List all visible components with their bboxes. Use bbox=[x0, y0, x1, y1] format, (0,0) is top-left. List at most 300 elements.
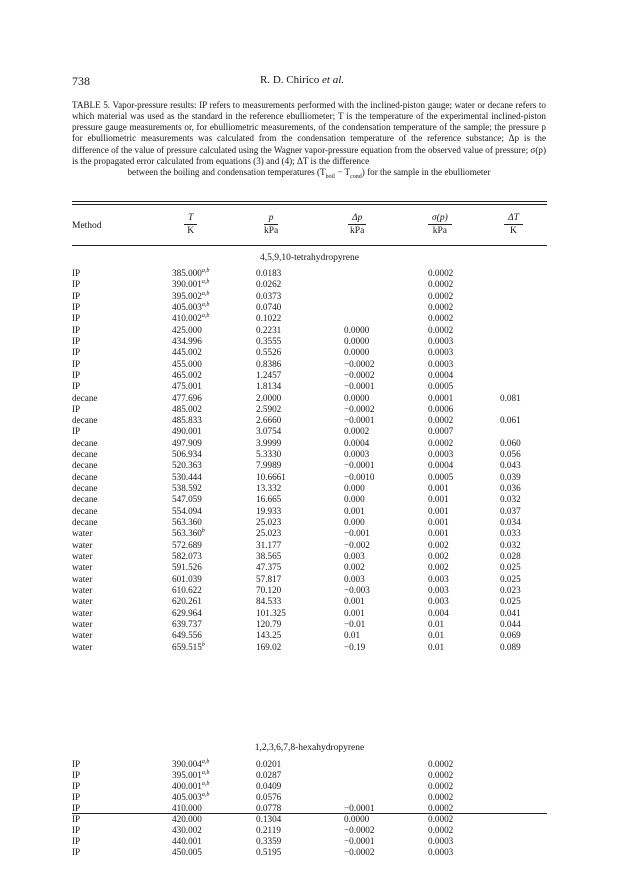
cell-sigma-p-value: 0.0002 bbox=[428, 825, 454, 835]
header-p-symbol: p bbox=[264, 212, 278, 225]
cell-temperature bbox=[172, 393, 202, 404]
cell-method bbox=[72, 302, 80, 313]
cell-sigma-p-value: 0.0002 bbox=[428, 759, 454, 769]
caption-sub-boil: boil bbox=[325, 173, 335, 180]
cell-sigma-p-value: 0.003 bbox=[428, 596, 449, 607]
cell-delta-t-value: 0.060 bbox=[500, 437, 521, 448]
cell-sigma-p bbox=[428, 506, 449, 517]
cell-method-value: IP bbox=[72, 347, 81, 358]
cell-temperature-value: 390.001 bbox=[172, 279, 202, 290]
cell-pressure bbox=[256, 528, 281, 539]
cell-delta-p bbox=[344, 381, 374, 392]
cell-temperature bbox=[172, 336, 202, 347]
cell-sigma-p-value: 0.001 bbox=[428, 494, 449, 505]
cell-delta-p-value: 0.003 bbox=[344, 573, 365, 584]
cell-delta-p bbox=[344, 608, 365, 619]
table-row bbox=[0, 574, 623, 585]
cell-method bbox=[72, 494, 98, 505]
table-row bbox=[0, 370, 623, 381]
cell-sigma-p-value: 0.0002 bbox=[428, 290, 454, 301]
cell-delta-t-value: 0.039 bbox=[500, 471, 521, 482]
cell-sigma-p-value: 0.0002 bbox=[428, 437, 454, 448]
cell-pressure bbox=[256, 759, 281, 770]
cell-temperature-value: 563.360 bbox=[172, 517, 202, 528]
footnote-marker: b bbox=[201, 528, 205, 535]
cell-pressure bbox=[256, 608, 286, 619]
cell-method-value: IP bbox=[72, 825, 81, 835]
cell-delta-p bbox=[344, 836, 374, 847]
cell-temperature-value: 538.592 bbox=[172, 483, 202, 494]
cell-sigma-p bbox=[428, 585, 449, 596]
table-row bbox=[0, 596, 623, 607]
cell-pressure bbox=[256, 483, 281, 494]
cell-method bbox=[72, 630, 92, 641]
cell-delta-p bbox=[344, 393, 369, 404]
cell-temperature-value: 450.005 bbox=[172, 847, 202, 857]
cell-method bbox=[72, 596, 92, 607]
cell-temperature bbox=[172, 460, 202, 471]
caption-last-c: ) for the sample in the ebulliometer bbox=[361, 166, 491, 177]
header-dp-symbol: Δp bbox=[348, 212, 366, 225]
cell-method bbox=[72, 574, 92, 585]
cell-temperature bbox=[172, 426, 202, 437]
cell-delta-t-value: 0.025 bbox=[500, 573, 521, 584]
cell-pressure bbox=[256, 370, 281, 381]
cell-temperature bbox=[172, 359, 202, 370]
cell-sigma-p bbox=[428, 781, 453, 792]
caption-sub-cond: cond bbox=[350, 173, 362, 180]
cell-delta-t-value: 0.061 bbox=[500, 415, 521, 426]
cell-delta-p bbox=[344, 814, 369, 825]
caption-last-line bbox=[72, 167, 546, 178]
cell-delta-p bbox=[344, 642, 365, 653]
cell-method bbox=[72, 814, 80, 825]
cell-temperature bbox=[172, 438, 202, 449]
cell-method-value: decane bbox=[72, 483, 98, 494]
cell-sigma-p bbox=[428, 347, 453, 358]
cell-pressure bbox=[256, 347, 281, 358]
cell-pressure-value: 57.817 bbox=[256, 573, 282, 584]
cell-method bbox=[72, 404, 80, 415]
table-top-rule-2 bbox=[72, 204, 547, 205]
cell-delta-t-value: 0.081 bbox=[500, 392, 521, 403]
cell-temperature-value: 610.622 bbox=[172, 584, 202, 595]
table-row bbox=[0, 359, 623, 370]
cell-method-value: IP bbox=[72, 426, 81, 437]
footnote-marker: a,b bbox=[201, 769, 210, 776]
cell-temperature-value: 601.039 bbox=[172, 573, 202, 584]
cell-method bbox=[72, 642, 92, 653]
cell-temperature bbox=[172, 472, 202, 483]
cell-sigma-p-value: 0.001 bbox=[428, 517, 449, 528]
cell-sigma-p-value: 0.004 bbox=[428, 607, 449, 618]
cell-pressure bbox=[256, 517, 281, 528]
cell-pressure bbox=[256, 630, 281, 641]
running-head-authors: R. D. Chirico bbox=[260, 74, 323, 86]
cell-delta-p bbox=[344, 540, 370, 551]
cell-pressure-value: 0.0576 bbox=[256, 792, 282, 802]
cell-pressure bbox=[256, 302, 281, 313]
cell-sigma-p-value: 0.0002 bbox=[428, 324, 454, 335]
table-row bbox=[0, 792, 623, 803]
header-dt-symbol: ΔT bbox=[504, 212, 523, 225]
cell-sigma-p-value: 0.0002 bbox=[428, 313, 454, 324]
cell-delta-t-value: 0.028 bbox=[500, 551, 521, 561]
cell-method-value: decane bbox=[72, 437, 98, 448]
table-row bbox=[0, 562, 623, 573]
cell-temperature-value: 485.002 bbox=[172, 403, 202, 414]
cell-temperature-value: 425.000 bbox=[172, 324, 202, 335]
caption-text: TABLE 5. Vapor-pressure results: IP refers to measurements performed with the inclined-piston gauge; water or decane refers to which material was used as the standard in the reference ebulliometer; T is the temperature of the experimental inclined-piston pressure gauge measurements or, for ebulliometric measurements, of the condensation temperature of the sample; the pressure p for ebulliometric measurements was calculated from the condensation temperature of the reference substance; Δp is the difference of the value of pressure calculated using the Wagner vapor-pressure equation from the observed value of pressure; σ(p) is the propagated error calculated from equations (3) and (4); ΔT is the difference bbox=[72, 100, 546, 166]
cell-delta-p-value: −0.0001 bbox=[344, 803, 375, 813]
header-t-unit: K bbox=[187, 226, 195, 236]
table-row bbox=[0, 279, 623, 290]
cell-method-value: IP bbox=[72, 313, 81, 324]
footnote-marker: a,b bbox=[201, 290, 210, 297]
running-head bbox=[260, 74, 344, 86]
cell-sigma-p bbox=[428, 551, 449, 562]
cell-temperature bbox=[172, 415, 202, 426]
cell-method bbox=[72, 608, 92, 619]
cell-sigma-p bbox=[428, 847, 453, 858]
cell-sigma-p-value: 0.01 bbox=[428, 630, 445, 641]
cell-method-value: water bbox=[72, 528, 93, 539]
cell-delta-p bbox=[344, 528, 370, 539]
cell-method-value: water bbox=[72, 562, 93, 573]
cell-method-value: IP bbox=[72, 803, 81, 813]
cell-method bbox=[72, 483, 98, 494]
cell-method bbox=[72, 336, 80, 347]
cell-delta-t bbox=[500, 619, 521, 630]
cell-method-value: IP bbox=[72, 792, 81, 802]
cell-pressure bbox=[256, 460, 281, 471]
cell-delta-p bbox=[344, 506, 365, 517]
cell-temperature bbox=[172, 268, 209, 279]
cell-delta-t bbox=[500, 393, 521, 404]
cell-method bbox=[72, 781, 80, 792]
caption-last-b: − T bbox=[334, 166, 351, 177]
cell-delta-p bbox=[344, 483, 365, 494]
cell-sigma-p bbox=[428, 415, 453, 426]
cell-delta-p-value: −0.0002 bbox=[344, 369, 375, 380]
cell-pressure bbox=[256, 585, 281, 596]
cell-temperature bbox=[172, 642, 205, 653]
cell-pressure-value: 5.3330 bbox=[256, 449, 282, 460]
cell-temperature bbox=[172, 528, 205, 539]
cell-delta-t bbox=[500, 415, 521, 426]
cell-delta-p-value: 0.0002 bbox=[344, 426, 370, 437]
cell-temperature bbox=[172, 279, 209, 290]
cell-temperature-value: 420.000 bbox=[172, 814, 202, 824]
cell-delta-p bbox=[344, 825, 374, 836]
cell-temperature-value: 455.000 bbox=[172, 358, 202, 369]
table-row bbox=[0, 608, 623, 619]
cell-delta-p bbox=[344, 472, 374, 483]
cell-delta-p bbox=[344, 426, 369, 437]
cell-pressure-value: 0.0183 bbox=[256, 268, 282, 278]
cell-sigma-p-value: 0.001 bbox=[428, 528, 449, 539]
table-row bbox=[0, 836, 623, 847]
cell-method-value: decane bbox=[72, 517, 98, 528]
cell-sigma-p bbox=[428, 336, 453, 347]
cell-method bbox=[72, 770, 80, 781]
cell-pressure bbox=[256, 325, 281, 336]
cell-delta-t bbox=[500, 540, 521, 551]
cell-method bbox=[72, 847, 80, 858]
header-method: Method bbox=[72, 221, 102, 231]
cell-delta-t bbox=[500, 528, 521, 539]
cell-delta-p bbox=[344, 415, 374, 426]
cell-method bbox=[72, 313, 80, 324]
cell-delta-p bbox=[344, 460, 374, 471]
cell-temperature-value: 395.002 bbox=[172, 290, 202, 301]
cell-temperature bbox=[172, 847, 202, 858]
cell-method bbox=[72, 325, 80, 336]
cell-method-value: IP bbox=[72, 759, 81, 769]
cell-delta-t bbox=[500, 517, 521, 528]
table-row bbox=[0, 472, 623, 483]
cell-delta-p-value: −0.0002 bbox=[344, 403, 375, 414]
cell-delta-t-value: 0.032 bbox=[500, 539, 521, 550]
cell-delta-t-value: 0.033 bbox=[500, 528, 521, 539]
cell-pressure-value: 2.6660 bbox=[256, 415, 282, 426]
cell-temperature bbox=[172, 608, 202, 619]
cell-sigma-p bbox=[428, 540, 449, 551]
cell-pressure-value: 0.1304 bbox=[256, 814, 282, 824]
cell-method-value: IP bbox=[72, 781, 81, 791]
header-delta-t bbox=[504, 212, 523, 237]
cell-delta-t-value: 0.037 bbox=[500, 505, 521, 516]
cell-delta-p-value: −0.0002 bbox=[344, 825, 375, 835]
cell-temperature-value: 554.094 bbox=[172, 505, 202, 516]
cell-sigma-p-value: 0.0002 bbox=[428, 814, 454, 824]
cell-delta-p-value: −0.0002 bbox=[344, 847, 375, 857]
cell-method-value: decane bbox=[72, 415, 98, 426]
cell-temperature bbox=[172, 506, 202, 517]
cell-sigma-p-value: 0.0003 bbox=[428, 347, 454, 358]
cell-delta-p-value: −0.002 bbox=[344, 539, 370, 550]
cell-temperature-value: 506.934 bbox=[172, 449, 202, 460]
cell-pressure bbox=[256, 426, 281, 437]
cell-pressure-value: 0.8386 bbox=[256, 358, 282, 369]
table-row bbox=[0, 347, 623, 358]
cell-temperature bbox=[172, 291, 209, 302]
cell-pressure bbox=[256, 438, 281, 449]
cell-pressure bbox=[256, 836, 281, 847]
cell-temperature-value: 485.833 bbox=[172, 415, 202, 426]
cell-temperature bbox=[172, 596, 202, 607]
cell-delta-p bbox=[344, 551, 365, 562]
cell-sigma-p bbox=[428, 792, 453, 803]
cell-pressure-value: 1.8134 bbox=[256, 381, 282, 392]
cell-method bbox=[72, 381, 80, 392]
table-header-rule bbox=[72, 245, 547, 246]
header-t-symbol: T bbox=[184, 212, 197, 225]
cell-method bbox=[72, 506, 98, 517]
cell-method bbox=[72, 792, 80, 803]
cell-sigma-p bbox=[428, 291, 453, 302]
cell-temperature-value: 530.444 bbox=[172, 471, 202, 482]
cell-temperature-value: 490.001 bbox=[172, 426, 202, 437]
cell-temperature-value: 475.001 bbox=[172, 381, 202, 392]
header-temperature bbox=[184, 212, 197, 237]
cell-sigma-p bbox=[428, 630, 444, 641]
running-head-etal: et al. bbox=[322, 74, 345, 86]
cell-sigma-p bbox=[428, 370, 453, 381]
cell-delta-t-value: 0.069 bbox=[500, 630, 521, 641]
cell-sigma-p bbox=[428, 472, 453, 483]
cell-delta-p-value: −0.0001 bbox=[344, 460, 375, 471]
cell-sigma-p-value: 0.002 bbox=[428, 539, 449, 550]
cell-temperature bbox=[172, 381, 202, 392]
cell-method-value: IP bbox=[72, 279, 81, 290]
table-row bbox=[0, 781, 623, 792]
cell-temperature bbox=[172, 630, 202, 641]
cell-sigma-p-value: 0.0003 bbox=[428, 335, 454, 346]
cell-pressure bbox=[256, 494, 281, 505]
cell-temperature-value: 410.002 bbox=[172, 313, 202, 324]
cell-pressure-value: 0.3359 bbox=[256, 836, 282, 846]
cell-delta-t-value: 0.034 bbox=[500, 517, 521, 528]
cell-pressure-value: 169.02 bbox=[256, 641, 282, 652]
compound-heading: 4,5,9,10-tetrahydropyrene bbox=[260, 253, 359, 263]
cell-temperature-value: 620.261 bbox=[172, 596, 202, 607]
cell-pressure bbox=[256, 781, 281, 792]
footnote-marker: a,b bbox=[201, 758, 210, 765]
cell-delta-p-value: 0.001 bbox=[344, 596, 365, 607]
cell-delta-t bbox=[500, 562, 521, 573]
cell-method bbox=[72, 517, 98, 528]
cell-delta-t bbox=[500, 642, 521, 653]
cell-temperature bbox=[172, 781, 209, 792]
cell-temperature bbox=[172, 825, 202, 836]
cell-pressure bbox=[256, 404, 281, 415]
cell-delta-t bbox=[500, 460, 521, 471]
cell-pressure-value: 2.0000 bbox=[256, 392, 282, 403]
table-row bbox=[0, 528, 623, 539]
table-row bbox=[0, 847, 623, 858]
cell-method bbox=[72, 426, 80, 437]
cell-temperature bbox=[172, 540, 202, 551]
cell-temperature bbox=[172, 619, 202, 630]
cell-pressure bbox=[256, 336, 281, 347]
cell-delta-p bbox=[344, 438, 369, 449]
cell-sigma-p-value: 0.0003 bbox=[428, 847, 454, 857]
cell-temperature bbox=[172, 814, 202, 825]
footnote-marker: a,b bbox=[201, 301, 210, 308]
cell-pressure-value: 0.0373 bbox=[256, 290, 282, 301]
footnote-marker: a,b bbox=[201, 267, 210, 274]
cell-sigma-p-value: 0.0002 bbox=[428, 415, 454, 426]
cell-delta-t bbox=[500, 585, 521, 596]
cell-method bbox=[72, 279, 80, 290]
cell-delta-p-value: 0.0000 bbox=[344, 335, 370, 346]
cell-method-value: water bbox=[72, 573, 93, 584]
cell-sigma-p bbox=[428, 574, 449, 585]
table-row bbox=[0, 630, 623, 641]
cell-pressure-value: 0.0287 bbox=[256, 770, 282, 780]
cell-method bbox=[72, 347, 80, 358]
cell-pressure bbox=[256, 268, 281, 279]
cell-temperature bbox=[172, 836, 202, 847]
cell-method-value: water bbox=[72, 551, 93, 561]
cell-sigma-p bbox=[428, 460, 453, 471]
table-row bbox=[0, 438, 623, 449]
cell-method-value: decane bbox=[72, 494, 98, 505]
cell-delta-p bbox=[344, 336, 369, 347]
cell-delta-p-value: 0.0000 bbox=[344, 814, 370, 824]
cell-method bbox=[72, 619, 92, 630]
cell-sigma-p bbox=[428, 619, 444, 630]
cell-pressure-value: 1.2457 bbox=[256, 369, 282, 380]
table-row bbox=[0, 313, 623, 324]
cell-pressure-value: 31.177 bbox=[256, 539, 282, 550]
cell-delta-p-value: −0.19 bbox=[344, 641, 366, 652]
cell-delta-t-value: 0.056 bbox=[500, 449, 521, 460]
cell-temperature bbox=[172, 792, 209, 803]
cell-sigma-p bbox=[428, 517, 449, 528]
cell-delta-t bbox=[500, 596, 521, 607]
cell-pressure bbox=[256, 562, 281, 573]
cell-delta-p bbox=[344, 847, 374, 858]
table-row bbox=[0, 585, 623, 596]
cell-sigma-p bbox=[428, 825, 453, 836]
cell-delta-p-value: 0.0004 bbox=[344, 437, 370, 448]
cell-sigma-p bbox=[428, 404, 453, 415]
cell-method-value: water bbox=[72, 618, 93, 629]
cell-temperature-value: 639.737 bbox=[172, 618, 202, 629]
cell-delta-p-value: 0.000 bbox=[344, 494, 365, 505]
table-row bbox=[0, 415, 623, 426]
table-row bbox=[0, 619, 623, 630]
cell-pressure-value: 10.6661 bbox=[256, 471, 286, 482]
cell-delta-p-value: −0.001 bbox=[344, 528, 370, 539]
cell-temperature-value: 497.909 bbox=[172, 437, 202, 448]
cell-pressure bbox=[256, 551, 281, 562]
cell-method bbox=[72, 268, 80, 279]
cell-delta-t bbox=[500, 438, 521, 449]
cell-method-value: IP bbox=[72, 770, 81, 780]
cell-method bbox=[72, 562, 92, 573]
cell-pressure bbox=[256, 313, 281, 324]
cell-sigma-p bbox=[428, 494, 449, 505]
table-caption bbox=[72, 100, 546, 178]
cell-delta-t bbox=[500, 472, 521, 483]
cell-pressure bbox=[256, 359, 281, 370]
cell-method bbox=[72, 528, 92, 539]
cell-sigma-p-value: 0.001 bbox=[428, 483, 449, 494]
cell-sigma-p-value: 0.0001 bbox=[428, 392, 454, 403]
cell-delta-p-value: −0.0001 bbox=[344, 836, 375, 846]
cell-sigma-p-value: 0.0002 bbox=[428, 279, 454, 290]
cell-delta-p bbox=[344, 449, 369, 460]
header-pressure bbox=[264, 212, 278, 237]
cell-pressure bbox=[256, 770, 281, 781]
cell-sigma-p bbox=[428, 759, 453, 770]
cell-pressure bbox=[256, 381, 281, 392]
cell-delta-t-value: 0.043 bbox=[500, 460, 521, 471]
cell-delta-p bbox=[344, 619, 365, 630]
table-row bbox=[0, 291, 623, 302]
cell-delta-p bbox=[344, 494, 365, 505]
cell-delta-p-value: 0.003 bbox=[344, 551, 365, 561]
cell-temperature-value: 445.002 bbox=[172, 347, 202, 358]
cell-sigma-p bbox=[428, 528, 449, 539]
cell-delta-p bbox=[344, 596, 365, 607]
cell-sigma-p bbox=[428, 449, 453, 460]
cell-delta-p-value: 0.0003 bbox=[344, 449, 370, 460]
cell-pressure bbox=[256, 792, 281, 803]
